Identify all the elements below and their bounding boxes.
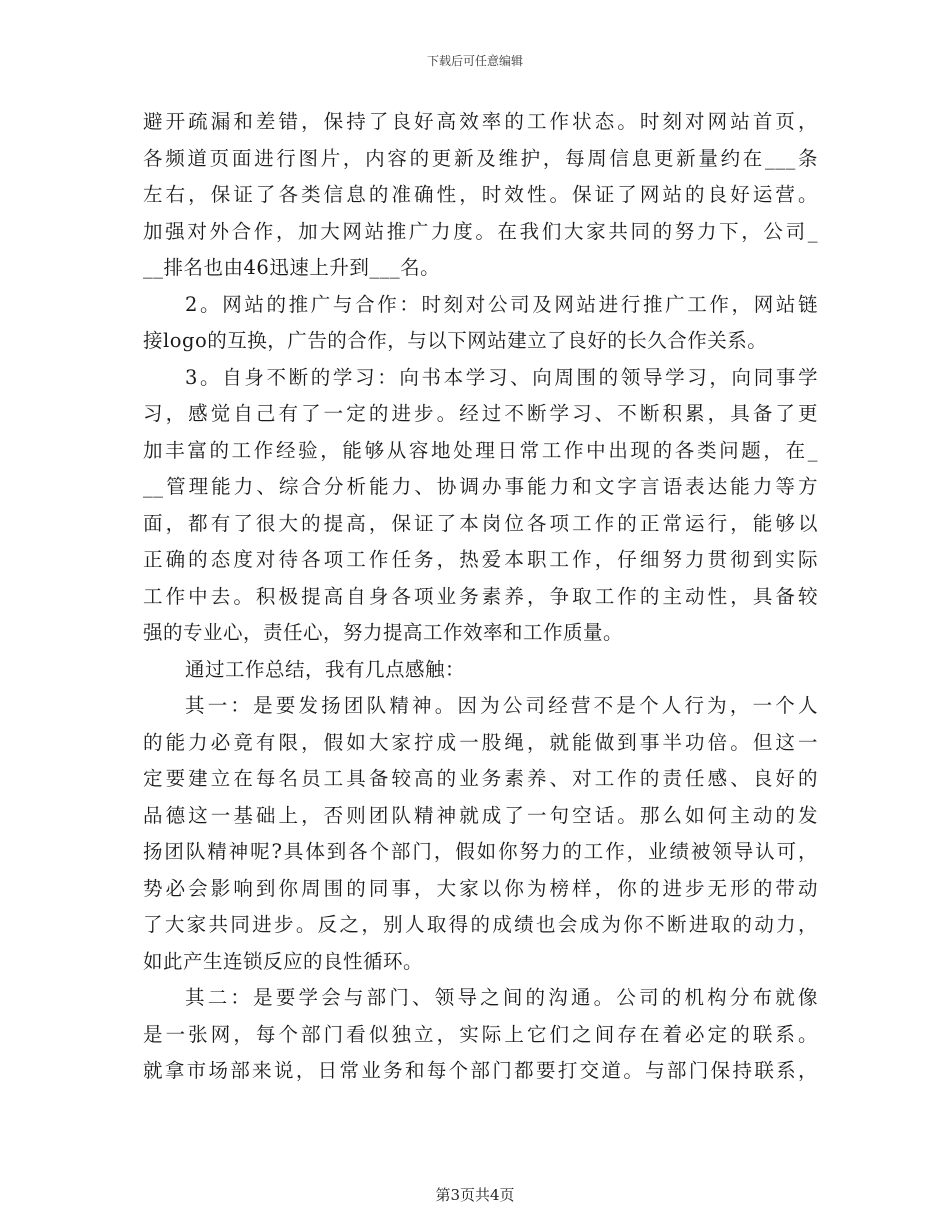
text-line: 了大家共同进步。反之，别人取得的成绩也会成为你不断进取的动力， [143, 913, 818, 936]
text-line: __排名也由46迅速上升到___名。 [143, 256, 441, 279]
text-line: 势必会影响到你周围的同事，大家以你为榜样，你的进步无形的带动 [143, 876, 818, 900]
text-line: 接logo的互换，广告的合作，与以下网站建立了良好的长久合作关系。 [143, 329, 768, 352]
text-line: 如此产生连锁反应的良性循环。 [143, 949, 424, 973]
text-line: 避开疏漏和差错，保持了良好高效率的工作状态。时刻对网站首页， [143, 110, 818, 133]
text-line: 正确的态度对待各项工作任务，热爱本职工作，仔细努力贯彻到实际 [143, 548, 818, 571]
text-line: 强的专业心，责任心，努力提高工作效率和工作质量。 [143, 621, 624, 644]
text-line: 各频道页面进行图片，内容的更新及维护，每周信息更新量约在___条 [143, 146, 818, 170]
text-line: 品德这一基础上，否则团队精神就成了一句空话。那么如何主动的发 [143, 803, 818, 827]
text-line: 是一张网，每个部门看似独立，实际上它们之间存在着必定的联系。 [143, 1022, 818, 1046]
text-line: 加丰富的工作经验，能够从容地处理日常工作中出现的各类问题，在_ [143, 438, 818, 462]
page-footer: 第3页共4页 [435, 1186, 515, 1204]
text-line: 习，感觉自己有了一定的进步。经过不断学习、不断积累，具备了更 [143, 402, 818, 425]
text-line: 扬团队精神呢?具体到各个部门，假如你努力的工作，业绩被领导认可， [143, 840, 818, 863]
text-line: 就拿市场部来说，日常业务和每个部门都要打交道。与部门保持联系， [143, 1059, 818, 1082]
document-body [143, 104, 818, 1090]
text-line: 工作中去。积极提高自身各项业务素养，争取工作的主动性，具备较 [143, 584, 818, 608]
text-line: 左右，保证了各类信息的准确性，时效性。保证了网站的良好运营。 [143, 183, 818, 206]
text-line: 其二：是要学会与部门、领导之间的沟通。公司的机构分布就像 [185, 986, 818, 1009]
text-line: 加强对外合作，加大网站推广力度。在我们大家共同的努力下，公司_ [143, 219, 818, 243]
text-line: 面，都有了很大的提高，保证了本岗位各项工作的正常运行，能够以 [143, 511, 818, 535]
text-line: __管理能力、综合分析能力、协调办事能力和文字言语表达能力等方 [143, 475, 818, 498]
text-line: 通过工作总结，我有几点感触： [185, 657, 466, 681]
text-line: 定要建立在每名员工具备较高的业务素养、对工作的责任感、良好的 [143, 767, 818, 790]
text-line: 其一：是要发扬团队精神。因为公司经营不是个人行为，一个人 [185, 694, 818, 717]
text-line: 3。自身不断的学习：向书本学习、向周围的领导学习，向同事学 [185, 365, 818, 389]
text-line: 的能力必竟有限，假如大家拧成一股绳，就能做到事半功倍。但这一 [143, 730, 818, 754]
page-header: 下载后可任意编辑 [426, 54, 523, 68]
text-line: 2。网站的推广与合作：时刻对公司及网站进行推广工作，网站链 [185, 292, 818, 316]
